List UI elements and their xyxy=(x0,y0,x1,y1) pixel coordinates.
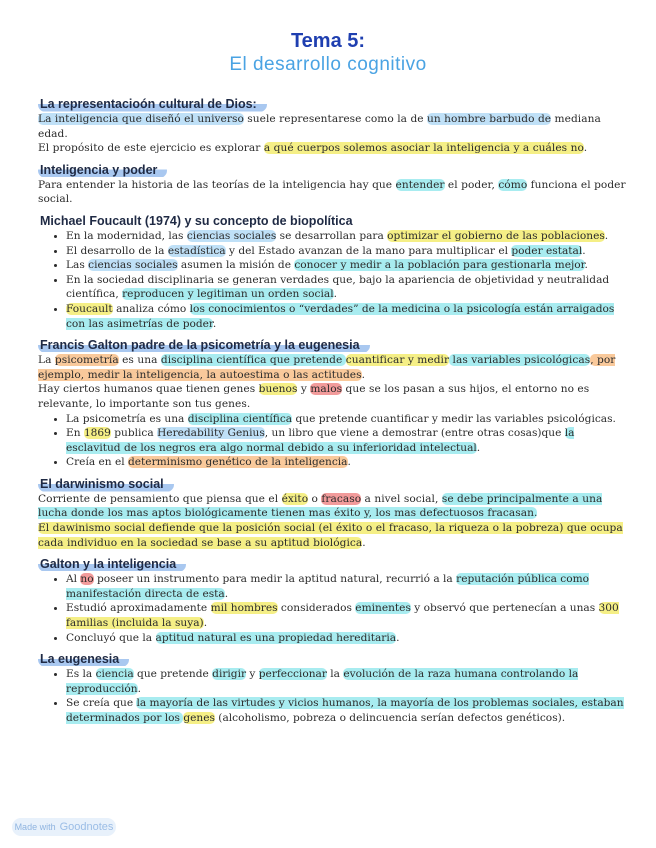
list-item: • Foucault analiza cómo los conocimientos o “verdades” de la medicina o la psicología están arraigados con las asimetrías de poder. xyxy=(66,302,628,331)
goodnotes-logo: Goodnotes xyxy=(59,821,114,833)
bullet-list xyxy=(38,667,628,725)
paragraph xyxy=(38,141,628,156)
made-with-label: Made with xyxy=(14,822,56,832)
text: suele representarese como la de xyxy=(243,113,428,125)
text: funciona el poder social. xyxy=(38,178,626,206)
section-heading-foucault: Michael Foucault (1974) y su concepto de biopolítica xyxy=(40,213,353,228)
page-title: Tema 5: xyxy=(290,30,366,52)
list-item: • En la sociedad disciplinaria se generan verdades que, bajo la apariencia de objetividad y neutralidad científica, reproducen y legitiman un orden social. xyxy=(66,273,628,302)
list-item: • Se creía que la mayoría de las virtudes y vicios humanos, la mayoría de los problemas sociales, estaban determinados por los genes (alcoholismo, pobreza o delincuencia serían defectos genéticos). xyxy=(66,696,628,725)
section-heading-galton-inteligencia: Galton y la inteligencia xyxy=(38,557,186,572)
paragraph: Hay ciertos humanos quae tienen genes buenos y malos que se los pasan a sus hijos, el entorno no es relevante, lo importante son tus genes. xyxy=(38,383,590,410)
section-heading-eugenesia: La eugenesia xyxy=(38,652,129,667)
highlight: La inteligencia que diseñó el universo xyxy=(38,113,244,125)
list-item: • En la modernidad, las ciencias sociales se desarrollan para optimizar el gobierno de las poblaciones. xyxy=(66,229,628,244)
list-item: • El desarrollo de la estadística y del Estado avanzan de la mano para multiplicar el poder estatal. xyxy=(66,244,628,259)
goodnotes-badge[interactable] xyxy=(12,818,116,836)
paragraph: El dawinismo social defiende que la posición social (el éxito o el fracaso, la riqueza o la pobreza) que ocupa cada individuo en la sociedad se base a su aptitud biológica. xyxy=(38,522,623,549)
list-item: • En 1869 publica Heredability Genius, un libro que viene a demostrar (entre otras cosas)que la esclavitud de los negros era algo normal debido a su inferioridad intelectual. xyxy=(66,426,628,455)
text: mediana edad. xyxy=(38,113,601,140)
note-content xyxy=(38,93,628,726)
paragraph: Corriente de pensamiento que piensa que el éxito o fracaso a nivel social, se debe principalmente a una lucha donde los mas aptos biológicamente tienen mas éxito y, los mas defectuosos fracasan. xyxy=(38,492,603,520)
paragraph xyxy=(38,178,628,207)
bullet-list xyxy=(38,229,628,331)
list-item: • Las ciencias sociales asumen la misión de conocer y medir a la población para gestionarla mejor. xyxy=(66,258,628,273)
bullet-list xyxy=(38,572,628,645)
list-item: • Es la ciencia que pretende dirigir y perfeccionar la evolución de la raza humana controlando la reproducción. xyxy=(66,667,628,696)
list-item: • Al no poseer un instrumento para medir la aptitud natural, recurrió a la reputación pública como manifestación directa de esta. xyxy=(66,572,628,601)
section-heading-representacion: La representacioón cultural de Dios: xyxy=(38,97,267,112)
list-item: • Creía en el determinismo genético de la inteligencia. xyxy=(66,455,628,470)
section-heading-galton: Francis Galton padre de la psicometría y la eugenesia xyxy=(38,338,370,353)
list-item: • Concluyó que la aptitud natural es una propiedad hereditaria. xyxy=(66,631,628,646)
page-subtitle: El desarrollo cognitivo xyxy=(229,54,427,75)
list-item: • La psicometría es una disciplina científica que pretende cuantificar y medir las variables psicológicas. xyxy=(66,412,628,427)
section-heading-inteligencia-poder: Inteligencia y poder xyxy=(38,163,167,178)
bullet-list xyxy=(38,412,628,470)
list-item: • Estudió aproximadamente mil hombres considerados eminentes y observó que pertenecían a unas 300 familias (incluida la suya). xyxy=(66,601,628,630)
text: el poder, xyxy=(444,178,499,191)
section-heading-darwinismo: El darwinismo social xyxy=(38,477,174,492)
paragraph: La psicometría es una disciplina científica que pretende cuantificar y medir las variables psicológicas, por ejemplo, medir la inteligencia, la autoestima o las actitudes. xyxy=(38,354,616,381)
paragraph xyxy=(38,112,628,141)
text: . xyxy=(583,142,588,155)
text: El propósito de este ejercicio es explorar xyxy=(38,142,264,155)
text: Para entender la historia de las teorías de la inteligencia hay que xyxy=(38,178,396,191)
highlight: entender xyxy=(395,178,445,191)
highlight: cómo xyxy=(498,178,528,191)
highlight: un hombre barbudo de xyxy=(427,113,552,125)
highlight: a qué cuerpos solemos asociar la inteligencia y a cuáles no xyxy=(263,142,584,155)
